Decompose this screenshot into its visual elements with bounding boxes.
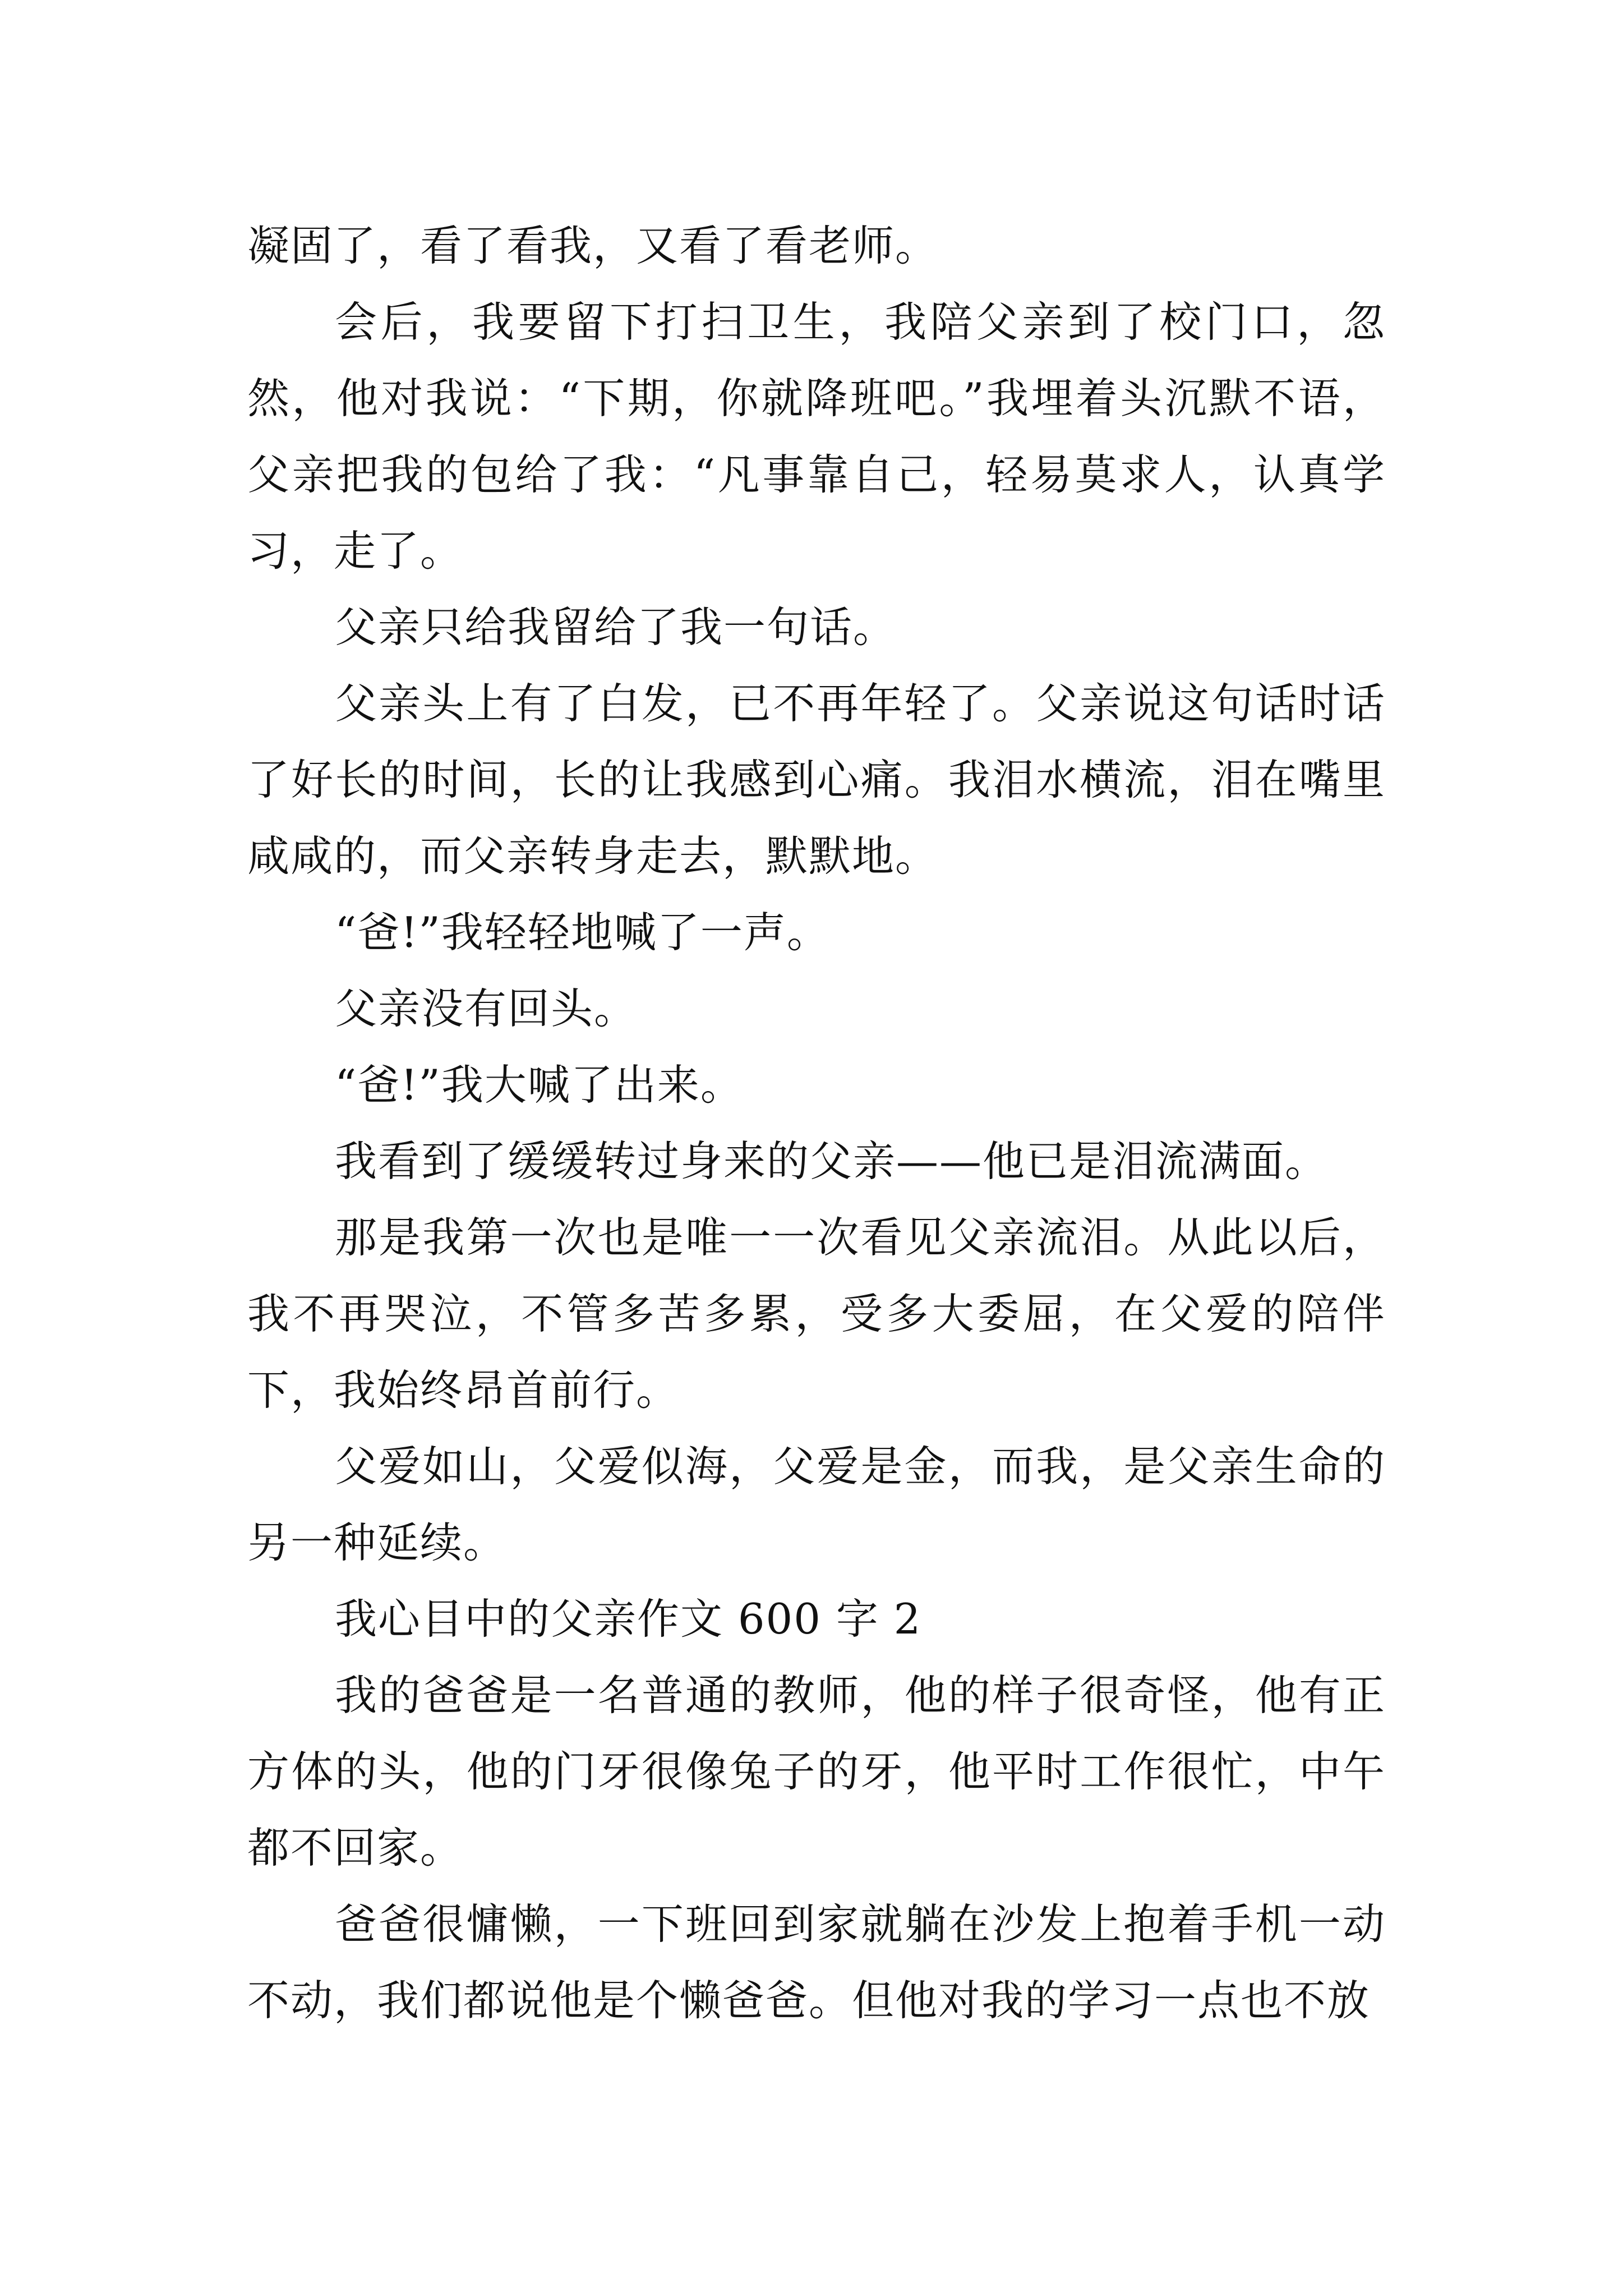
paragraph: 我的爸爸是一名普通的教师，他的样子很奇怪，他有正方体的头，他的门牙很像兔子的牙，他平时工作很忙，中午都不回家。 xyxy=(247,1671,1386,1872)
paragraph: 会后，我要留下打扫卫生，我陪父亲到了校门口，忽然，他对我说：“下期，你就降班吧。”我埋着头沉默不语，父亲把我的包给了我：“凡事靠自己，轻易莫求人，认真学习，走了。 xyxy=(247,297,1386,576)
paragraph: “爸!”我轻轻地喊了一声。 xyxy=(335,908,830,957)
paragraph: 我看到了缓缓转过身来的父亲——他已是泪流满面。 xyxy=(335,1137,1329,1186)
section-heading: 我心目中的父亲作文 600 字 2 xyxy=(335,1594,922,1644)
paragraph: 父爱如山，父爱似海，父爱是金，而我，是父亲生命的另一种延续。 xyxy=(247,1442,1386,1567)
document-body xyxy=(247,208,1386,2039)
paragraph: 父亲只给我留给了我一句话。 xyxy=(335,602,897,652)
paragraph: 父亲没有回头。 xyxy=(335,984,638,1033)
paragraph: “爸!”我大喊了出来。 xyxy=(335,1060,744,1110)
paragraph: 那是我第一次也是唯一一次看见父亲流泪。从此以后，我不再哭泣，不管多苦多累，受多大委屈，在父爱的陪伴下，我始终昂首前行。 xyxy=(247,1213,1386,1415)
paragraph: 凝固了，看了看我，又看了看老师。 xyxy=(247,221,939,270)
paragraph: 父亲头上有了白发，已不再年轻了。父亲说这句话时话了好长的时间，长的让我感到心痛。我泪水横流，泪在嘴里咸咸的，而父亲转身走去，默默地。 xyxy=(247,679,1386,881)
paragraph: 爸爸很慵懒，一下班回到家就躺在沙发上抱着手机一动不动，我们都说他是个懒爸爸。但他对我的学习一点也不放 xyxy=(247,1899,1386,2025)
